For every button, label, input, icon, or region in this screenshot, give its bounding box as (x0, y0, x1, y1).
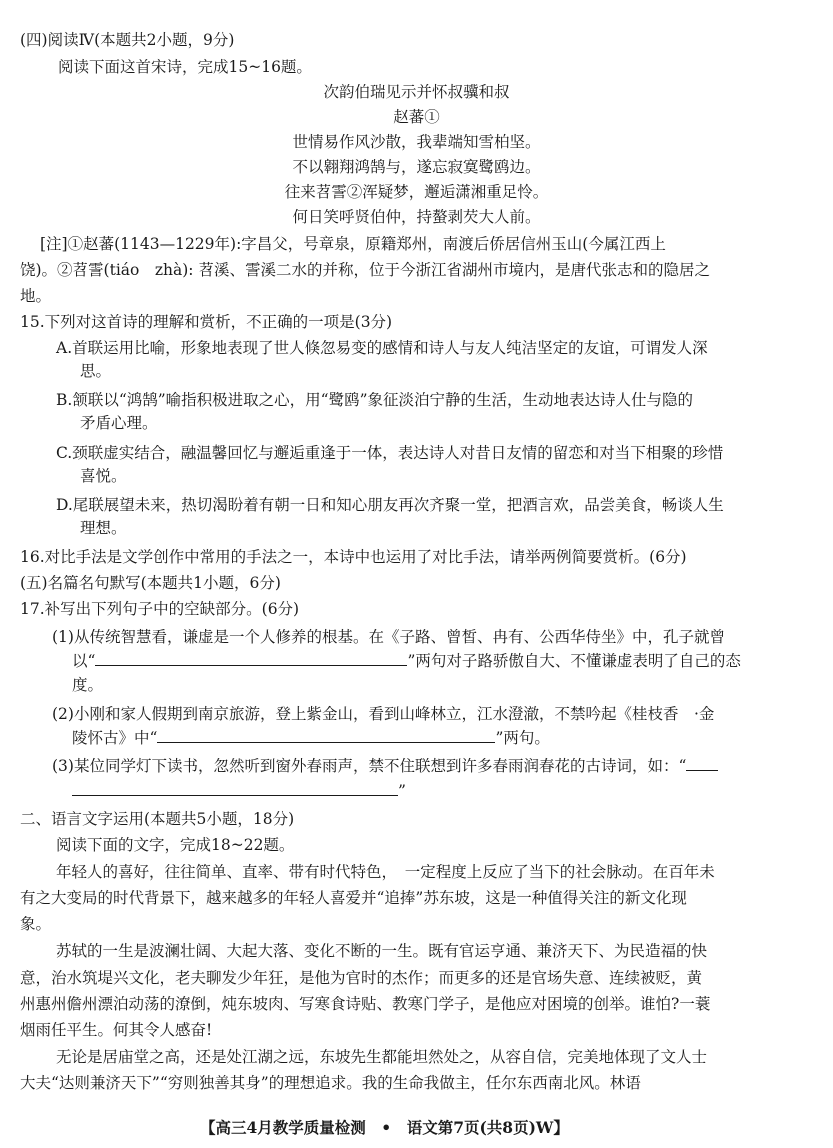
paragraph-line: 有之大变局的时代背景下，越来越多的年轻人喜爱并“追捧”苏东坡，这是一种值得关注的新文化现 (20, 889, 687, 907)
fill-item-1-suffix: ”两句对子路骄傲自大、不懂谦虚表明了自己的态 (407, 652, 741, 670)
fill-item-3 (52, 755, 718, 777)
poem-line: 何日笑呼贤伯仲，持螯剥芡大人前。 (292, 208, 541, 226)
paragraph-line: 大夫“达则兼济天下”“穷则独善其身”的理想追求。我的生命我做主，任尔东西南北风。林语 (20, 1074, 641, 1092)
fill-item-2-cont (72, 727, 550, 749)
fill-item-1-cont: 度。 (72, 676, 104, 694)
fill-item-1-prefix: 以“ (72, 652, 96, 670)
poem-line: 世情易作风沙散，我辈端知雪柏坚。 (292, 133, 541, 151)
fill-item-1: (1)从传统智慧看，谦虚是一个人修养的根基。在《子路、曾皙、冉有、公西华侍坐》中，孔子就曾 (52, 628, 725, 646)
option-d-cont: 理想。 (80, 519, 127, 537)
fill-item-3-cont (72, 780, 406, 802)
fill-item-2-prefix: 陵怀古》中“ (72, 729, 158, 747)
watermark-overlay (585, 1115, 805, 1143)
paragraph-line: 象。 (20, 915, 52, 933)
annotation: 饶)。②苕霅(tiáo zhà): 苕溪、霅溪二水的并称，位于今浙江省湖州市境内，是唐代张志和的隐居之 (20, 261, 710, 279)
section-intro: 阅读下面这首宋诗，完成15~16题。 (58, 58, 312, 76)
poem-line: 往来苕霅②浑疑梦，邂逅潇湘重足怜。 (284, 183, 549, 201)
question-stem: 17.补写出下列句子中的空缺部分。(6分) (20, 600, 300, 618)
fill-item-3-suffix: ” (398, 782, 406, 800)
page-footer: 【高三4月教学质量检测 • 语文第7页(共8页)W】 (200, 1118, 569, 1137)
option-c: C.颈联虚实结合，融温馨回忆与邂逅重逢于一体，表达诗人对昔日友情的留恋和对当下相聚的珍惜 (56, 444, 724, 462)
option-a: A.首联运用比喻，形象地表现了世人倏忽易变的感情和诗人与友人纯洁坚定的友谊，可谓发人深 (56, 339, 708, 357)
section-heading: (四)阅读Ⅳ(本题共2小题，9分) (20, 31, 235, 49)
fill-item-2-suffix: ”两句。 (495, 729, 550, 747)
paragraph-line: 州惠州儋州漂泊动荡的潦倒，炖东坡肉、写寒食诗贴、教寒门学子，是他应对困境的创举。谁怕?一蓑 (20, 995, 711, 1013)
question-stem: 16.对比手法是文学创作中常用的手法之一，本诗中也运用了对比手法，请举两例简要赏析。(6分) (20, 548, 687, 566)
paragraph-line: 烟雨任平生。何其令人感奋! (20, 1021, 213, 1039)
answer-blank (95, 651, 407, 666)
poem-author: 赵蕃① (393, 108, 440, 126)
option-c-cont: 喜悦。 (80, 467, 127, 485)
paragraph-line: 意，治水筑堤兴文化，老夫聊发少年狂，是他为官时的杰作；而更多的还是官场失意、连续被贬，黄 (20, 969, 703, 987)
paragraph-line: 年轻人的喜好，往往简单、直率、带有时代特色， 一定程度上反应了当下的社会脉动。在百年未 (56, 863, 715, 881)
fill-item-2: (2)小刚和家人假期到南京旅游，登上紫金山，看到山峰林立，江水澄澈，不禁吟起《桂枝香 ·金 (52, 705, 715, 723)
option-a-cont: 思。 (80, 362, 112, 380)
fill-item-3-text: (3)某位同学灯下读书，忽然听到窗外春雨声，禁不住联想到许多春雨润春花的古诗词，如：“ (52, 757, 687, 775)
annotation: [注]①赵蕃(1143—1229年):字昌父，号章泉，原籍郑州，南渡后侨居信州玉山(今属江西上 (40, 235, 666, 253)
annotation: 地。 (20, 287, 52, 305)
section-heading: (五)名篇名句默写(本题共1小题，6分) (20, 574, 281, 592)
fill-item-1-cont (72, 650, 741, 672)
option-b: B.颔联以“鸿鹄”喻指积极进取之心，用“鹭鸥”象征淡泊宁静的生活，生动地表达诗人仕与隐的 (56, 391, 694, 409)
question-stem: 15.下列对这首诗的理解和赏析，不正确的一项是(3分) (20, 313, 393, 331)
option-b-cont: 矛盾心理。 (80, 414, 158, 432)
part-heading: 二、语言文字运用(本题共5小题，18分) (20, 810, 295, 828)
option-d: D.尾联展望未来，热切渴盼着有朝一日和知心朋友再次齐聚一堂，把酒言欢，品尝美食，畅谈人生 (56, 496, 724, 514)
answer-blank (72, 781, 398, 796)
answer-blank (157, 728, 495, 743)
answer-blank (686, 756, 718, 771)
poem-line: 不以翱翔鸿鹄与，遂忘寂寞鹭鸥边。 (292, 158, 541, 176)
paragraph-line: 无论是居庙堂之高，还是处江湖之远，东坡先生都能坦然处之，从容自信，完美地体现了文人士 (56, 1048, 708, 1066)
paragraph-line: 苏轼的一生是波澜壮阔、大起大落、变化不断的一生。既有官运亨通、兼济天下、为民造福的快 (56, 942, 708, 960)
poem-title: 次韵伯瑞见示并怀叔骥和叔 (323, 83, 510, 101)
part-intro: 阅读下面的文字，完成18~22题。 (56, 836, 295, 854)
